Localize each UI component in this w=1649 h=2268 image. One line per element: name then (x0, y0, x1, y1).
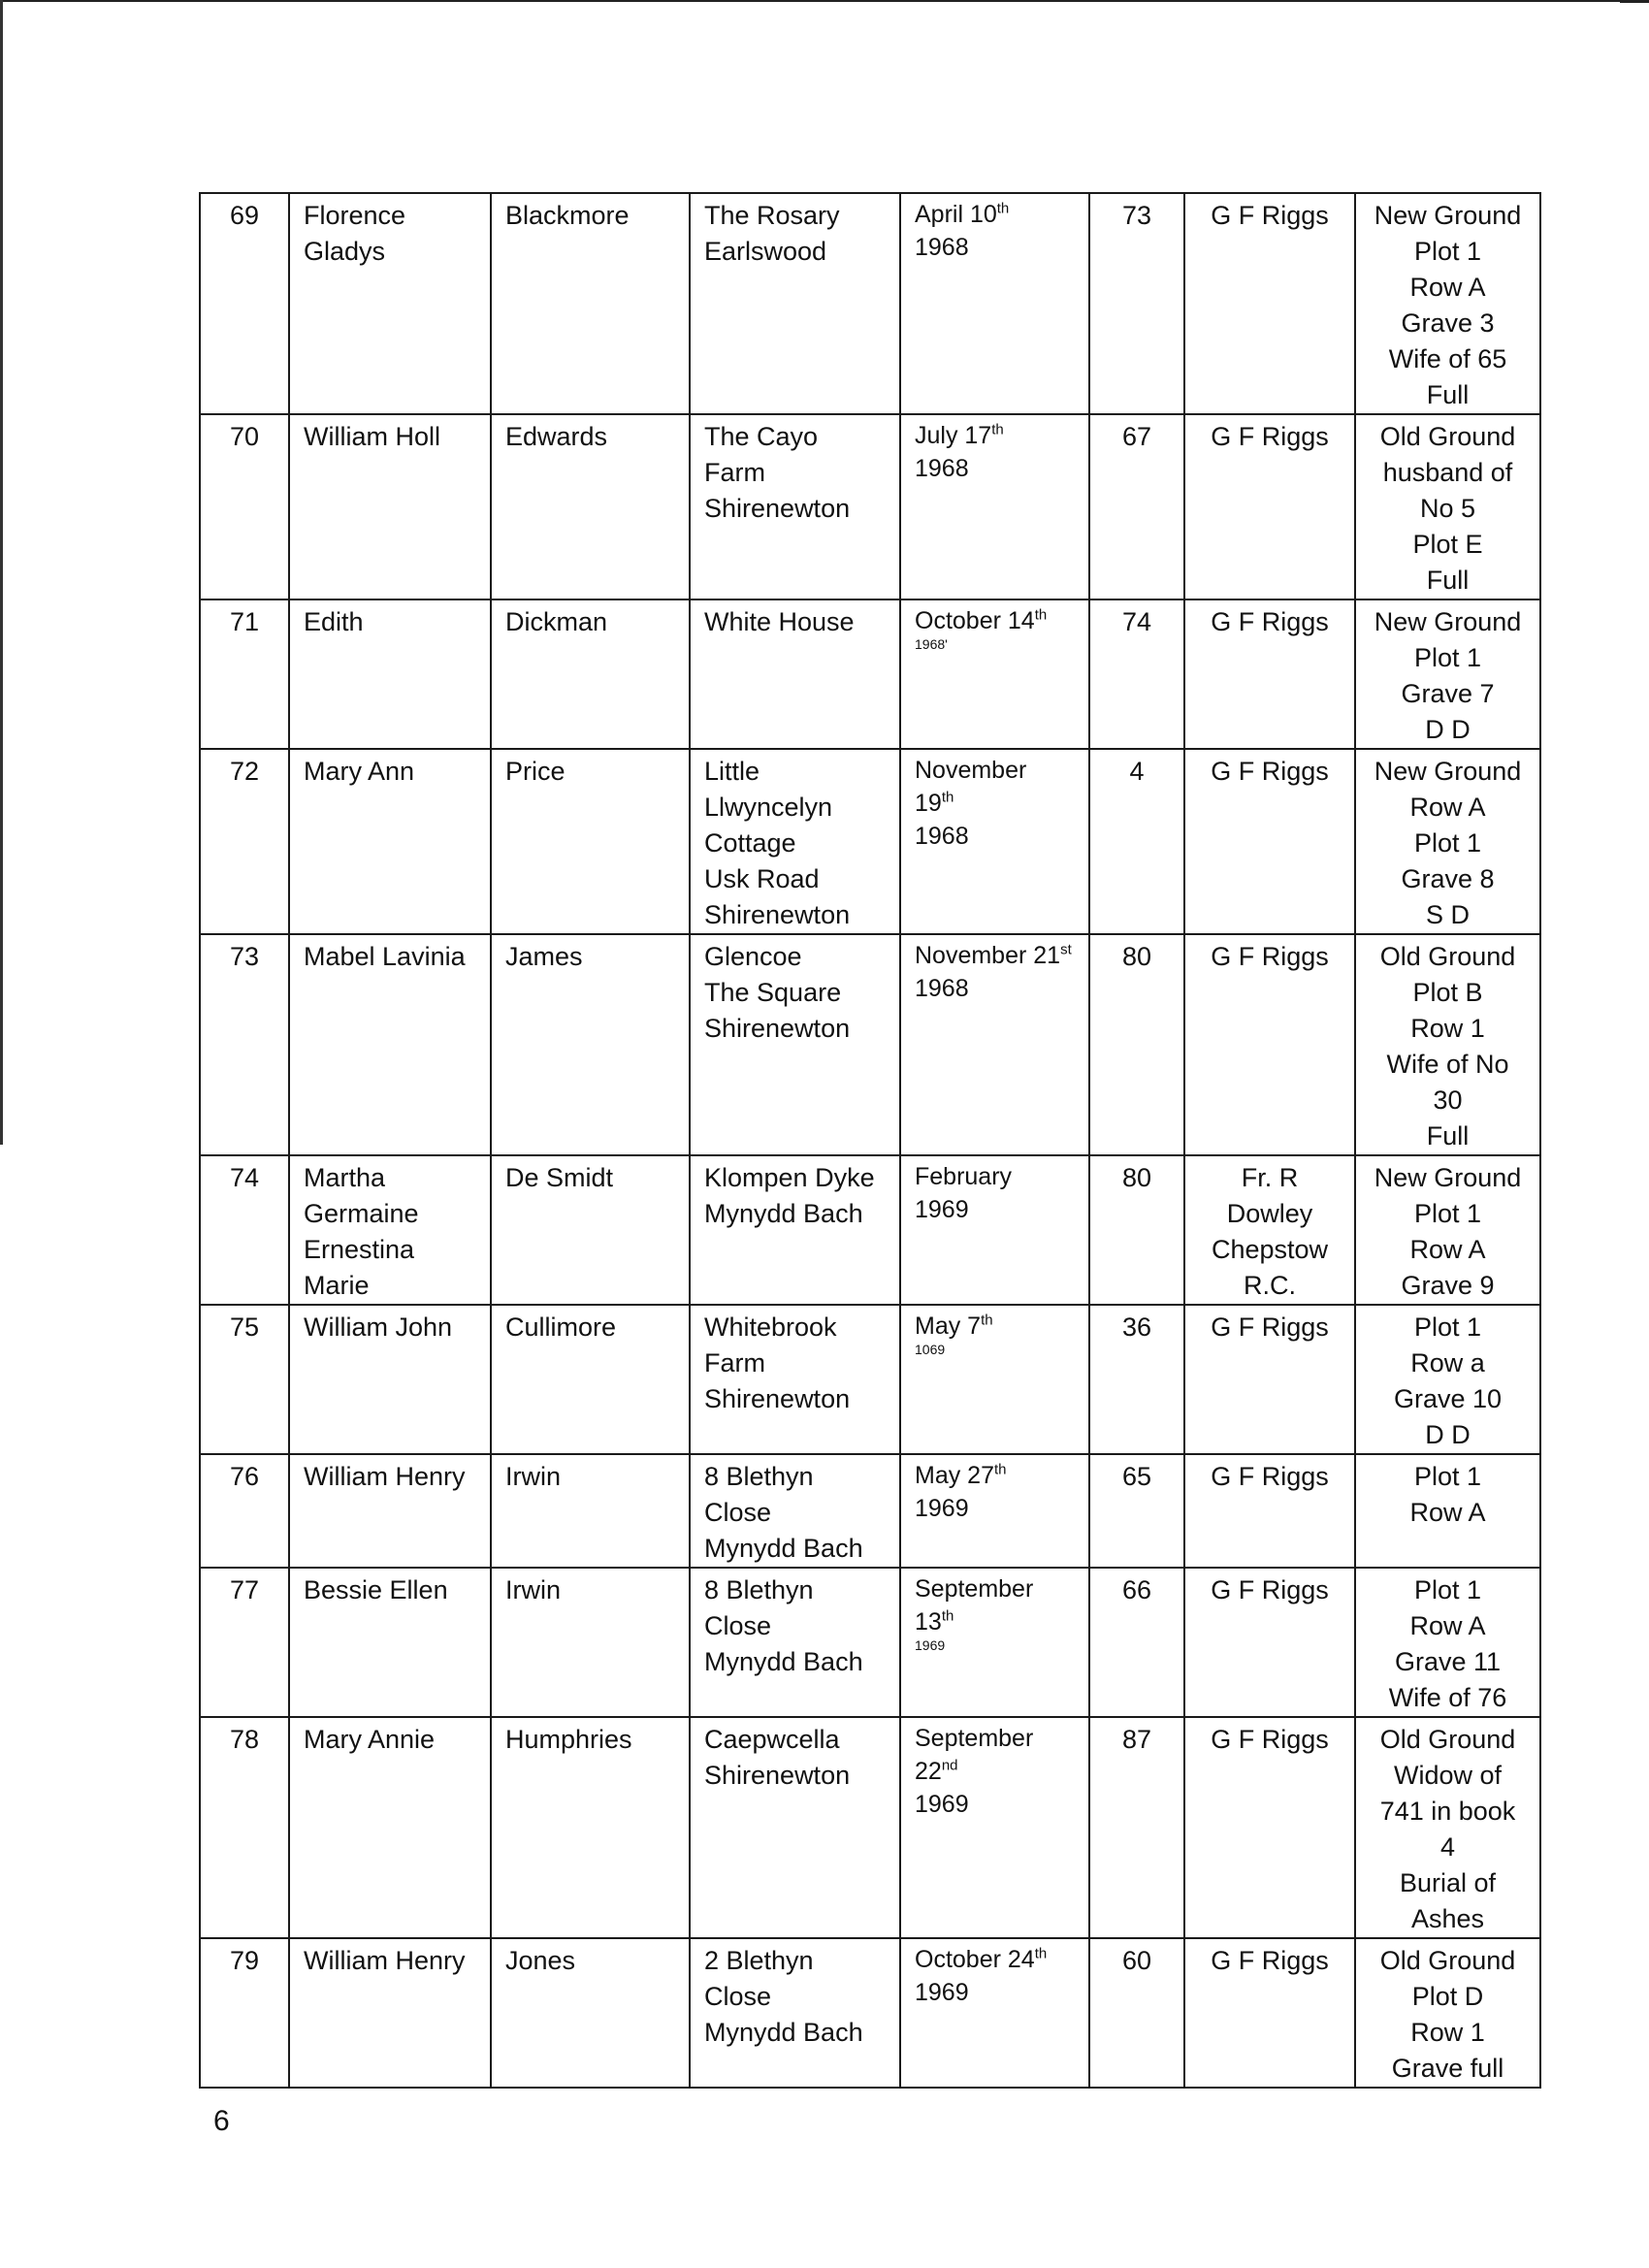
abode-cell: White House (690, 599, 900, 749)
burial-date-cell (900, 1155, 1089, 1305)
age-cell: 67 (1089, 414, 1184, 599)
scan-edge-left (0, 0, 3, 1145)
date-main: May 7 (915, 1312, 982, 1340)
age-cell: 36 (1089, 1305, 1184, 1454)
surname-cell: Jones (491, 1938, 690, 2088)
surname-cell: Irwin (491, 1454, 690, 1568)
surname-cell: Dickman (491, 599, 690, 749)
date-main: September 22 (915, 1725, 1034, 1785)
abode-cell: 8 Blethyn Close Mynydd Bach (690, 1568, 900, 1717)
date-year-small: 1969 (915, 1637, 946, 1653)
date-year-small: 1968' (915, 636, 948, 652)
officiant-cell: G F Riggs (1184, 1305, 1355, 1454)
age-cell: 66 (1089, 1568, 1184, 1717)
entry-number: 69 (200, 193, 289, 414)
age-cell: 74 (1089, 599, 1184, 749)
register-row (200, 934, 1540, 1155)
register-row (200, 599, 1540, 749)
officiant-cell: G F Riggs (1184, 1568, 1355, 1717)
burial-date-cell (900, 599, 1089, 749)
register-row (200, 1717, 1540, 1938)
scan-edge-right (1620, 0, 1649, 3)
age-cell: 4 (1089, 749, 1184, 934)
grave-location-cell: New Ground Plot 1 Grave 7 D D (1355, 599, 1540, 749)
date-year: 1968 (915, 823, 969, 850)
surname-cell: Irwin (491, 1568, 690, 1717)
burial-date-cell (900, 1717, 1089, 1938)
date-ordinal-suffix: th (941, 789, 954, 806)
page-number: 6 (213, 2105, 230, 2137)
entry-number: 72 (200, 749, 289, 934)
date-year: 1969 (915, 1979, 969, 2006)
entry-number: 76 (200, 1454, 289, 1568)
date-ordinal-suffix: st (1060, 941, 1072, 958)
grave-location-cell: New Ground Row A Plot 1 Grave 8 S D (1355, 749, 1540, 934)
entry-number: 71 (200, 599, 289, 749)
abode-cell: Whitebrook Farm Shirenewton (690, 1305, 900, 1454)
surname-cell: Cullimore (491, 1305, 690, 1454)
abode-cell: Glencoe The Square Shirenewton (690, 934, 900, 1155)
date-year: 1969 (915, 1495, 969, 1522)
grave-location-cell: Old Ground Plot D Row 1 Grave full (1355, 1938, 1540, 2088)
forenames-cell: Mary Ann (289, 749, 491, 934)
burial-register-table (199, 192, 1541, 2089)
entry-number: 79 (200, 1938, 289, 2088)
officiant-cell: Fr. R Dowley Chepstow R.C. (1184, 1155, 1355, 1305)
register-row (200, 1305, 1540, 1454)
officiant-cell: G F Riggs (1184, 414, 1355, 599)
forenames-cell: Bessie Ellen (289, 1568, 491, 1717)
entry-number: 78 (200, 1717, 289, 1938)
age-cell: 80 (1089, 934, 1184, 1155)
age-cell: 60 (1089, 1938, 1184, 2088)
register-row (200, 193, 1540, 414)
date-main: May 27 (915, 1462, 994, 1489)
surname-cell: Price (491, 749, 690, 934)
date-main: November 19 (915, 757, 1027, 817)
surname-cell: Blackmore (491, 193, 690, 414)
date-year: 1968 (915, 455, 969, 482)
scan-edge-top (0, 0, 1620, 2)
grave-location-cell: Plot 1 Row A (1355, 1454, 1540, 1568)
date-main: October 14 (915, 607, 1035, 634)
date-ordinal-suffix: th (1034, 606, 1048, 624)
date-main: October 24 (915, 1946, 1035, 1973)
forenames-cell: William Henry (289, 1454, 491, 1568)
forenames-cell: Mary Annie (289, 1717, 491, 1938)
grave-location-cell: New Ground Plot 1 Row A Grave 9 (1355, 1155, 1540, 1305)
date-main: February 1969 (915, 1163, 1013, 1223)
surname-cell: Humphries (491, 1717, 690, 1938)
burial-date-cell (900, 934, 1089, 1155)
register-row (200, 414, 1540, 599)
burial-date-cell (900, 1454, 1089, 1568)
entry-number: 77 (200, 1568, 289, 1717)
date-ordinal-suffix: th (993, 1461, 1007, 1478)
surname-cell: James (491, 934, 690, 1155)
date-ordinal-suffix: th (991, 421, 1004, 438)
date-ordinal-suffix: nd (941, 1757, 958, 1774)
date-ordinal-suffix: th (996, 200, 1010, 217)
surname-cell: De Smidt (491, 1155, 690, 1305)
register-row (200, 1938, 1540, 2088)
grave-location-cell: Old Ground Plot B Row 1 Wife of No 30 Full (1355, 934, 1540, 1155)
grave-location-cell: Plot 1 Row A Grave 11 Wife of 76 (1355, 1568, 1540, 1717)
date-ordinal-suffix: th (981, 1312, 993, 1329)
register-row (200, 749, 1540, 934)
register-row (200, 1155, 1540, 1305)
date-year-small: 1069 (915, 1342, 946, 1357)
abode-cell: Klompen Dyke Mynydd Bach (690, 1155, 900, 1305)
officiant-cell: G F Riggs (1184, 1717, 1355, 1938)
abode-cell: Little Llwyncelyn Cottage Usk Road Shirenewton (690, 749, 900, 934)
burial-date-cell (900, 1305, 1089, 1454)
register-row (200, 1454, 1540, 1568)
grave-location-cell: New Ground Plot 1 Row A Grave 3 Wife of 65 Full (1355, 193, 1540, 414)
abode-cell: The Rosary Earlswood (690, 193, 900, 414)
forenames-cell: Florence Gladys (289, 193, 491, 414)
officiant-cell: G F Riggs (1184, 749, 1355, 934)
surname-cell: Edwards (491, 414, 690, 599)
entry-number: 70 (200, 414, 289, 599)
age-cell: 87 (1089, 1717, 1184, 1938)
forenames-cell: Edith (289, 599, 491, 749)
forenames-cell: William Henry (289, 1938, 491, 2088)
date-ordinal-suffix: th (941, 1607, 954, 1625)
forenames-cell: Martha Germaine Ernestina Marie (289, 1155, 491, 1305)
abode-cell: Caepwcella Shirenewton (690, 1717, 900, 1938)
date-year: 1968 (915, 975, 969, 1002)
date-main: April 10 (915, 201, 997, 228)
officiant-cell: G F Riggs (1184, 1938, 1355, 2088)
forenames-cell: William Holl (289, 414, 491, 599)
date-main: July 17 (915, 422, 992, 449)
register-body (200, 193, 1540, 2088)
date-year: 1968 (915, 234, 969, 261)
grave-location-cell: Old Ground Widow of 741 in book 4 Burial of Ashes (1355, 1717, 1540, 1938)
burial-date-cell (900, 1938, 1089, 2088)
register-row (200, 1568, 1540, 1717)
age-cell: 80 (1089, 1155, 1184, 1305)
date-ordinal-suffix: th (1034, 1945, 1048, 1962)
grave-location-cell: Old Ground husband of No 5 Plot E Full (1355, 414, 1540, 599)
officiant-cell: G F Riggs (1184, 599, 1355, 749)
burial-date-cell (900, 414, 1089, 599)
age-cell: 73 (1089, 193, 1184, 414)
abode-cell: The Cayo Farm Shirenewton (690, 414, 900, 599)
abode-cell: 8 Blethyn Close Mynydd Bach (690, 1454, 900, 1568)
date-main: September 13 (915, 1575, 1034, 1636)
age-cell: 65 (1089, 1454, 1184, 1568)
burial-date-cell (900, 749, 1089, 934)
date-main: November 21 (915, 942, 1061, 969)
forenames-cell: Mabel Lavinia (289, 934, 491, 1155)
forenames-cell: William John (289, 1305, 491, 1454)
entry-number: 75 (200, 1305, 289, 1454)
entry-number: 74 (200, 1155, 289, 1305)
officiant-cell: G F Riggs (1184, 1454, 1355, 1568)
grave-location-cell: Plot 1 Row a Grave 10 D D (1355, 1305, 1540, 1454)
abode-cell: 2 Blethyn Close Mynydd Bach (690, 1938, 900, 2088)
burial-date-cell (900, 1568, 1089, 1717)
entry-number: 73 (200, 934, 289, 1155)
officiant-cell: G F Riggs (1184, 193, 1355, 414)
burial-date-cell (900, 193, 1089, 414)
officiant-cell: G F Riggs (1184, 934, 1355, 1155)
date-year: 1969 (915, 1791, 969, 1818)
